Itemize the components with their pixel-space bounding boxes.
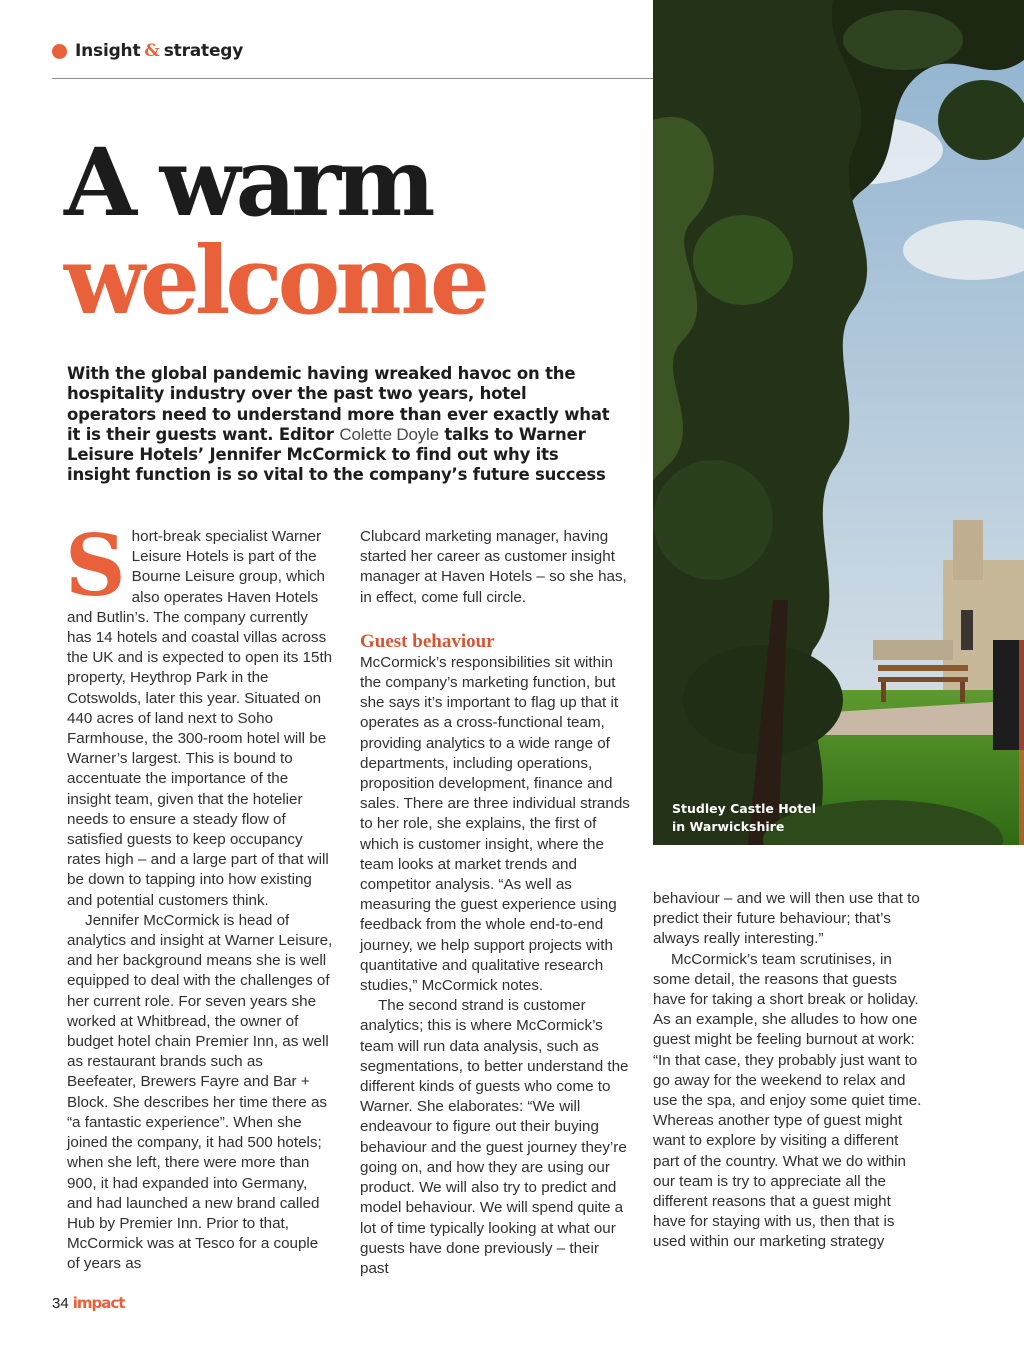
standfirst-text-before: With the global pandemic having wreaked havoc on the hospitality industry over the past two years, hotel operators need to understand more than ever exactly what it is their guests want. Editor — [67, 364, 610, 444]
subheading: Guest behaviour — [360, 630, 495, 652]
drop-cap: S — [65, 516, 126, 615]
article-paragraph: behaviour – and we will then use that to predict their future behaviour; that’s always really interesting.” — [653, 890, 920, 948]
article-paragraph: McCormick’s responsibilities sit within the company’s marketing function, but she says it’s important to flag up that it operates as a cross-functional team, providing analytics to a wide range of departments, including operations, proposition development, finance and sales. There are three individual strands to her role, she explains, the first of which is customer insight, where the team looks at market trends and competitor analysis. “As well as measuring the guest experience using feedback from the whole end-to-end journey, we help support projects with quantitative and qualitative research studies,” McCormick notes. — [360, 653, 630, 995]
article-column-1 — [65, 516, 334, 1275]
photo-caption-line-1: Studley Castle Hotel — [672, 801, 817, 816]
article-column-3 — [653, 889, 923, 1253]
article-column-2 — [360, 527, 630, 1279]
article-paragraph: Clubcard marketing manager, having started her career as customer insight manager at Haven Hotels – so she has, in effect, come full circle. — [360, 528, 627, 606]
section-label-ampersand: & — [144, 41, 160, 61]
standfirst-author: Colette Doyle — [339, 424, 439, 444]
headline-line-1: A warm — [64, 128, 431, 238]
standfirst-text-after: talks to Warner Leisure Hotels’ Jennifer McCormick to find out why its insight function is so vital to the company’s future success — [67, 424, 606, 485]
hotel-photo — [653, 0, 1024, 845]
photo-caption-line-2: in Warwickshire — [672, 819, 785, 834]
article-paragraph: Jennifer McCormick is head of analytics and insight at Warner Leisure, and her background means she is well equipped to deal with the challenges of her current role. For seven years she worked at Whitbread, the owner of budget hotel chain Premier Inn, as well as restaurant brands such as Beefeater, Brewers Fayre and Bar + Block. She describes her time there as “a fantastic experience”. When she joined the company, it had 500 hotels; when she left, there were more than 900, it had expanded into Germany, and had launched a new brand called Hub by Premier Inn. Prior to that, McCormick was at Tesco for a couple of years as — [67, 911, 333, 1273]
section-label — [52, 38, 243, 64]
brand-logo: impact — [72, 1294, 125, 1312]
article-paragraph: hort-break specialist Warner Leisure Hotels is part of the Bourne Leisure group, which also operates Haven Hotels and Butlin’s. The company currently has 14 hotels and coastal villas across the UK and is expected to open its 15th property, Heythrop Park in the Cotswolds, later this year. Situated on 440 acres of land next to Soho Farmhouse, the 300-room hotel will be Warner’s largest. This is bound to accentuate the importance of the insight team, given that the hotelier needs to ensure a steady flow of satisfied guests to keep occupancy rates high – and a large part of that will be down to tapping into how existing and potential customers think. — [67, 528, 333, 909]
page-number: 34 — [52, 1295, 69, 1312]
article-paragraph: McCormick’s team scrutinises, in some detail, the reasons that guests have for taking a short break or holiday. As an example, she alludes to how one guest might be feeling burnout at work: “In that case, they probably just want to go away for the weekend to relax and use the spa, and enjoy some quiet time. Whereas another type of guest might want to explore by visiting a different part of the country. What we do within our team is try to appreciate all the different reasons that a guest might have for staying with us, then that is used within our marketing strategy — [653, 950, 922, 1251]
standfirst — [67, 364, 617, 486]
article-paragraph: The second strand is customer analytics; this is where McCormick’s team will run data analysis, such as segmentations, to better understand the different kinds of guests who come to Warner. She elaborates: “We will endeavour to figure out their buying behaviour and the guest journey they’re going on, and how they are using our product. We will also try to predict and model behaviour. We will spend quite a lot of time typically looking at what our guests have done previously – their past — [360, 997, 629, 1277]
section-label-part2: strategy — [163, 41, 244, 61]
header-divider — [52, 78, 653, 79]
page-footer — [52, 1294, 124, 1312]
section-label-part1: Insight — [75, 41, 141, 61]
photo-caption — [672, 800, 872, 836]
section-dot-icon — [52, 44, 67, 59]
headline-line-2: welcome — [64, 226, 485, 336]
